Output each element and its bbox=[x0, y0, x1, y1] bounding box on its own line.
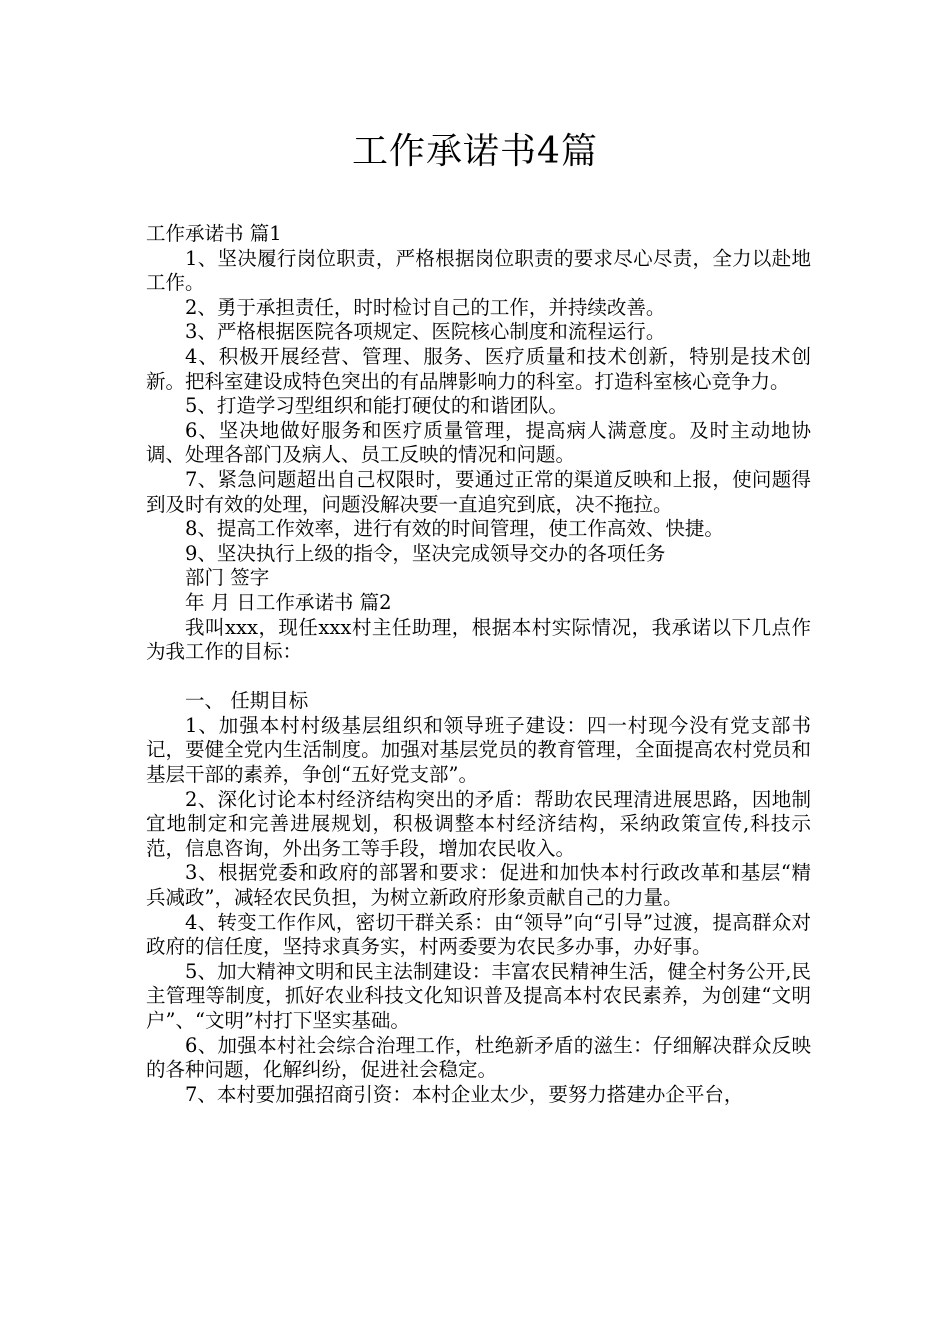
paragraph: 7、本村要加强招商引资：本村企业太少，要努力搭建办企平台， bbox=[185, 1082, 744, 1106]
paragraph: 5、打造学习型组织和能打硬仗的和谐团队。 bbox=[185, 394, 568, 418]
document-body bbox=[146, 222, 811, 1107]
paragraph: 8、提高工作效率，进行有效的时间管理，使工作高效、快捷。 bbox=[185, 517, 724, 541]
paragraph: 9、坚决执行上级的指令，坚决完成领导交办的各项任务 bbox=[185, 541, 666, 565]
paragraph: 1、加强本村村级基层组织和领导班子建设：四一村现今没有党支部书记，要健全党内生活制度。加强对基层党员的教育管理，全面提高农村党员和基层干部的素养，争创“五好党支部”。 bbox=[146, 713, 811, 787]
paragraph: 2、深化讨论本村经济结构突出的矛盾：帮助农民理清进展思路，因地制宜地制定和完善进展规划，积极调整本村经济结构，采纳政策宣传,科技示范，信息咨询，外出务工等手段，增加农民收入。 bbox=[146, 787, 811, 860]
paragraph: 3、严格根据医院各项规定、医院核心制度和流程运行。 bbox=[185, 320, 666, 344]
paragraph: 年 月 日工作承诺书 篇2 bbox=[185, 590, 392, 614]
paragraph: 2、勇于承担责任，时时检讨自己的工作，并持续改善。 bbox=[185, 295, 666, 319]
paragraph: 我叫xxx，现任xxx村主任助理，根据本村实际情况，我承诺以下几点作为我工作的目标： bbox=[146, 615, 811, 664]
paragraph: 部门 签字 bbox=[185, 566, 270, 590]
document-title: 工作承诺书4篇 bbox=[352, 131, 598, 172]
paragraph: 一、 任期目标 bbox=[185, 689, 309, 713]
paragraph: 6、加强本村社会综合治理工作，杜绝新矛盾的滋生：仔细解决群众反映的各种问题，化解纠纷，促进社会稳定。 bbox=[146, 1033, 811, 1082]
paragraph: 6、坚决地做好服务和医疗质量管理，提高病人满意度。及时主动地协调、处理各部门及病人、员工反映的情况和问题。 bbox=[146, 418, 811, 467]
paragraph: 3、根据党委和政府的部署和要求：促进和加快本村行政改革和基层“精兵减政”，减轻农民负担，为树立新政府形象贡献自己的力量。 bbox=[146, 861, 811, 910]
paragraph: 4、积极开展经营、管理、服务、医疗质量和技术创新，特别是技术创新。把科室建设成特色突出的有品牌影响力的科室。打造科室核心竞争力。 bbox=[146, 344, 811, 393]
paragraph: 工作承诺书 篇1 bbox=[146, 222, 282, 245]
paragraph: 5、加大精神文明和民主法制建设：丰富农民精神生活，健全村务公开,民主管理等制度，抓好农业科技文化知识普及提高本村农民素养，为创建“文明户”、“文明”村打下坚实基础。 bbox=[146, 959, 811, 1032]
paragraph: 4、转变工作作风，密切干群关系：由“领导”向“引导”过渡，提高群众对政府的信任度，坚持求真务实，村两委要为农民多办事，办好事。 bbox=[146, 910, 811, 959]
paragraph: 7、紧急问题超出自己权限时，要通过正常的渠道反映和上报，使问题得到及时有效的处理，问题没解决要一直追究到底，决不拖拉。 bbox=[146, 467, 811, 516]
paragraph: 1、坚决履行岗位职责，严格根据岗位职责的要求尽心尽责，全力以赴地工作。 bbox=[146, 246, 811, 295]
paragraph bbox=[146, 665, 811, 690]
